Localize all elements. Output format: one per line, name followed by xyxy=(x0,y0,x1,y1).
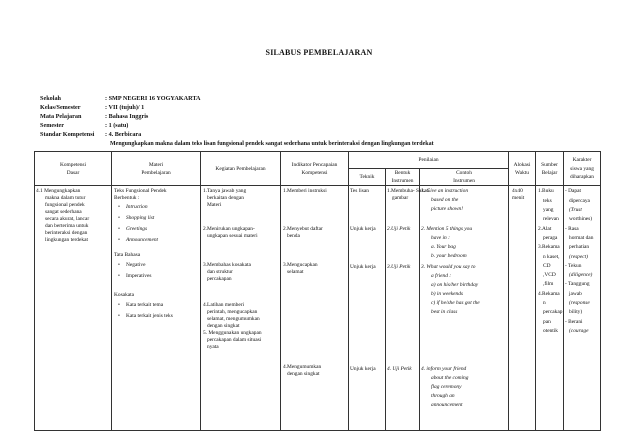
kd-line: 4.1 Mengungkapkan xyxy=(36,188,81,195)
contoh-line: b) in weekends xyxy=(431,291,464,298)
header-bentuk xyxy=(386,169,420,186)
teknik-item: Tes lisan xyxy=(350,188,369,195)
cell-kegiatan xyxy=(201,186,281,431)
karakter-line: (response xyxy=(569,300,590,306)
indikator-line: dengan singkat xyxy=(287,371,320,378)
header-contoh xyxy=(420,169,509,186)
contoh-line: 1. Give an instruction xyxy=(421,188,469,195)
materi-kosakata-item: • Kata terkait jenis teks xyxy=(126,313,173,320)
header-contoh-line2: Instrumen xyxy=(453,178,475,185)
karakter-line: hormat dan xyxy=(569,234,594,241)
contoh-line: picture shown! xyxy=(431,206,463,213)
materi-bahasa-title: Tata Bahasa xyxy=(114,252,141,259)
header-sumber-line1: Sumber xyxy=(541,161,558,168)
cell-sumber xyxy=(536,186,564,431)
contoh-line: a friend : xyxy=(431,273,452,280)
header-karakter-line3: diharapkan xyxy=(570,173,594,180)
materi-intro-line: Teks Fungsional Pendek xyxy=(114,188,167,195)
karakter-line: perhatian xyxy=(569,244,590,251)
kegiatan-line: 3.Membahas kosakata xyxy=(203,262,251,269)
karakter-line: (diligence) xyxy=(569,272,593,279)
karakter-line: (Trust xyxy=(569,207,582,213)
karakter-line: - Berani xyxy=(565,318,583,325)
alokasi-line: menit xyxy=(512,195,525,202)
karakter-line: dipercaya xyxy=(569,197,590,204)
contoh-line: a. Your bag xyxy=(431,244,456,251)
contoh-line: based on the xyxy=(431,197,459,204)
karakter-line: bility) xyxy=(569,309,583,316)
kegiatan-line: percakapan xyxy=(207,276,232,283)
header-bentuk-line2: Instrumen xyxy=(391,178,414,185)
contoh-line: best in class xyxy=(431,309,458,316)
karakter-line: - Dapat xyxy=(565,188,582,195)
contoh-line: 2. Mention 5 things you xyxy=(421,226,473,233)
meta-value-sk: : 4. Berbicara xyxy=(105,131,142,138)
kegiatan-line: 5. Menggunakan ungkapan xyxy=(203,330,262,337)
header-teknik: Teknik xyxy=(349,169,386,186)
contoh-line: announcement xyxy=(431,402,463,409)
kd-line: dan berterima untuk xyxy=(45,223,89,230)
syllabus-table xyxy=(34,151,601,431)
meta-value-mapel: : Bahasa Inggris xyxy=(105,113,149,120)
materi-item: • Intruction xyxy=(126,204,148,211)
sumber-line: 2.Alat xyxy=(538,225,552,232)
contoh-line: about the coming xyxy=(431,375,469,382)
contoh-line: b. your bedroom xyxy=(431,253,467,260)
cell-karakter xyxy=(564,186,601,431)
kd-line: lingkungan terdekat xyxy=(45,237,88,244)
alokasi-line: 4x40 xyxy=(512,188,523,195)
karakter-line: (courage xyxy=(569,327,589,334)
standar-detail: Mengungkapkan makna dalam teks lisan fungsional pendek sangat sederhana untuk berinteraksi dengan lingkungan terdekat xyxy=(110,141,434,147)
sumber-line: 1.Buku xyxy=(538,188,554,195)
cell-teknik xyxy=(349,186,386,431)
karakter-line: (respect) xyxy=(569,253,588,260)
kegiatan-line: percakapan dalam situasi xyxy=(207,337,262,344)
meta-value-semester: : 1 (satu) xyxy=(105,122,129,129)
header-materi-line1: Materi xyxy=(148,161,164,168)
kd-line: berinteraksi dengan xyxy=(45,230,88,237)
sumber-line: yang xyxy=(543,207,554,213)
sumber-line: peraga xyxy=(543,234,558,241)
indikator-line: selamat xyxy=(287,269,304,276)
kegiatan-line: 2.Menirukan ungkapan- xyxy=(203,226,255,233)
materi-intro-line: Berbentuk : xyxy=(114,195,140,202)
contoh-line: flag ceremony xyxy=(431,384,462,391)
header-alokasi-line2: Waktu xyxy=(515,169,529,176)
kd-line: sangat sederhana xyxy=(45,209,82,216)
meta-label-semester: Semester xyxy=(40,122,65,129)
karakter-line: worthines) xyxy=(569,216,593,223)
header-kompetensi-line1: Kompetensi xyxy=(59,161,87,168)
bentuk-line: 4. Uji Petik xyxy=(387,366,412,373)
header-indikator-line1: Indikator Pencapaian xyxy=(291,161,338,168)
kegiatan-line: 4.Latihan memberi xyxy=(203,302,245,309)
sumber-line: n kaset, xyxy=(543,253,560,260)
cell-alokasi xyxy=(509,186,536,431)
cell-materi xyxy=(112,186,201,431)
contoh-line: have in : xyxy=(431,235,450,242)
sumber-line: pan xyxy=(543,318,551,325)
indikator-line: 4.Mengumumkan xyxy=(283,364,322,371)
cell-indikator xyxy=(281,186,349,431)
sumber-line: n xyxy=(543,300,546,306)
header-contoh-line1: Contoh xyxy=(456,170,472,176)
kegiatan-line: dan struktur xyxy=(207,269,233,276)
header-kompetensi xyxy=(35,152,112,186)
materi-kosakata-item: • Kata terkait tema xyxy=(126,302,163,309)
contoh-line: 3. What would you say to xyxy=(421,264,476,271)
sumber-line: teks xyxy=(543,197,552,204)
kegiatan-line: ungkapan sesuai materi xyxy=(207,233,258,240)
kd-line: makna dalam tutur xyxy=(45,195,86,202)
sumber-line: CD xyxy=(543,262,551,269)
kegiatan-line: dengan singkat xyxy=(207,323,240,330)
header-materi xyxy=(112,152,201,186)
header-kompetensi-line2: Dasar xyxy=(66,169,80,176)
header-bentuk-line1: Bentuk xyxy=(394,170,411,176)
meta-value-kelas: : VII (tujuh)/ 1 xyxy=(105,104,145,111)
meta-label-sekolah: Sekolah xyxy=(40,95,61,102)
karakter-line: jawab xyxy=(569,290,582,297)
kegiatan-line: 1.Tanya jawab yang xyxy=(203,188,247,195)
bentuk-line: 1.Membuha- Sakan xyxy=(387,188,430,195)
teknik-item: Unjuk kerja xyxy=(350,366,376,373)
header-sumber-line2: Belajar xyxy=(541,169,558,176)
header-indikator-line2: Kompetensi xyxy=(301,169,328,176)
indikator-line: benda xyxy=(287,233,300,240)
kegiatan-line: selamat, mengumumkan xyxy=(207,316,260,323)
kegiatan-line: perintah, mengucapkan xyxy=(207,309,258,316)
kd-line: secara akurat, lancar xyxy=(45,216,90,223)
contoh-line: through an xyxy=(431,393,455,400)
cell-contoh xyxy=(420,186,509,431)
kd-line: fungsional pendek xyxy=(45,202,85,209)
meta-value-sekolah: : SMP NEGERI 16 YOGYAKARTA xyxy=(105,95,201,102)
materi-item: • Shopping list xyxy=(126,215,154,222)
header-penilaian: Penilaian xyxy=(349,152,509,169)
sumber-line: ,film xyxy=(543,281,554,288)
kegiatan-line: nyata xyxy=(207,344,219,351)
karakter-line: - Tanggung xyxy=(565,281,590,288)
header-karakter-line2: siswa yang xyxy=(570,165,594,172)
cell-kompetensi-dasar xyxy=(35,186,112,431)
kegiatan-line: Materi xyxy=(207,202,222,209)
indikator-line: 1.Memberi instruksi xyxy=(283,188,327,195)
bentuk-line: 3.Uji Petik xyxy=(387,264,411,271)
karakter-line: - Tekun xyxy=(565,262,582,269)
materi-item: • Announcement xyxy=(126,237,158,244)
meta-label-sk: Standar Kompetensi xyxy=(40,131,95,138)
karakter-line: - Rasa xyxy=(565,225,579,232)
header-kegiatan: Kegiatan Pembelajaran xyxy=(201,152,281,186)
sumber-line: 3.Rekama xyxy=(538,244,560,251)
bentuk-line: gambar xyxy=(392,195,409,202)
cell-bentuk xyxy=(386,186,430,431)
materi-bahasa-item: • Negative xyxy=(126,262,145,269)
sumber-line: percakap xyxy=(543,309,563,316)
indikator-line: 2.Menyebut daftar xyxy=(283,226,323,233)
sumber-line: otentik xyxy=(543,327,558,334)
materi-item: • Greetings xyxy=(126,226,147,233)
indikator-line: 3.Mengucapkan xyxy=(283,262,318,269)
bentuk-line: 2.Uji Petik xyxy=(387,226,411,233)
meta-label-mapel: Mata Pelajaran xyxy=(40,113,82,120)
document-title: SILABUS PEMBELAJARAN xyxy=(265,48,373,57)
meta-label-kelas: Kelas/Semester xyxy=(40,104,81,111)
contoh-line: a) on his/her birthday xyxy=(431,282,479,289)
sumber-line: relevan xyxy=(543,216,559,223)
materi-bahasa-item: • Imperatives xyxy=(126,273,151,280)
header-materi-line2: Pembelajaran xyxy=(141,169,171,176)
sumber-line: ,VCD xyxy=(543,272,556,279)
materi-kosakata-title: Kosakata xyxy=(114,292,135,299)
contoh-line: 4. inform your friend xyxy=(421,366,467,373)
header-karakter-line1: Karakter xyxy=(572,157,592,164)
contoh-line: c) if he/she has got the xyxy=(431,300,480,307)
header-alokasi-line1: Alokasi xyxy=(513,161,531,168)
header-alokasi xyxy=(509,152,536,186)
teknik-item: Unjuk kerja xyxy=(350,226,376,233)
header-indikator xyxy=(281,152,349,186)
header-sumber xyxy=(536,152,564,186)
header-karakter xyxy=(564,152,601,186)
sumber-line: 4.Rekama xyxy=(538,290,560,297)
kegiatan-line: berkaitan dengan xyxy=(207,195,244,202)
teknik-item: Unjuk kerja xyxy=(350,264,376,271)
